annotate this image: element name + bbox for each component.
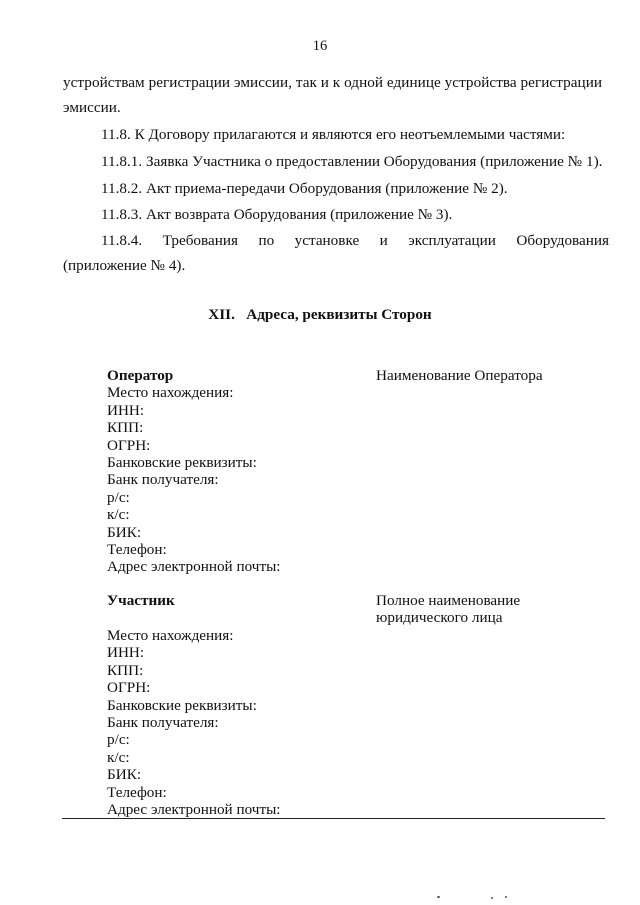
participant-fields — [107, 627, 281, 818]
requisite-field-label: Место нахождения: — [107, 384, 234, 402]
clause-11-8-3: 11.8.3. Акт возврата Оборудования (приложение № 3). — [101, 206, 453, 223]
page-number: 16 — [312, 38, 328, 54]
requisite-field-label: Телефон: — [107, 783, 167, 801]
participant-heading-block — [107, 592, 175, 609]
text-line: устройствам регистрации эмиссии, так и к одной единице устройства регистрации — [63, 74, 603, 91]
word: эксплуатации — [408, 232, 496, 249]
requisite-field-label: Банковские реквизиты: — [107, 454, 257, 472]
requisite-field-label: ОГРН: — [107, 679, 151, 697]
paragraph-line: эмиссии. — [63, 99, 121, 116]
operator-fields — [107, 384, 281, 575]
operator-requisites — [107, 367, 281, 576]
participant-name-line: юридического лица — [376, 609, 503, 627]
participant-requisites — [107, 627, 281, 818]
scan-speck — [505, 896, 507, 898]
requisite-field-label: Банковские реквизиты: — [107, 696, 257, 714]
participant-name-line: Полное наименование — [376, 592, 521, 609]
requisite-field-label: КПП: — [107, 419, 144, 437]
requisite-field-label: р/с: — [107, 731, 130, 749]
paragraph-continuation — [63, 74, 609, 92]
requisite-field-label: Телефон: — [107, 541, 167, 559]
requisite-field-label: ИНН: — [107, 401, 145, 419]
word: Оборудования — [516, 232, 609, 249]
bottom-rule — [62, 818, 605, 819]
paragraph-line — [63, 74, 609, 92]
participant-heading: Участник — [107, 592, 175, 609]
requisite-field-label: Место нахождения: — [107, 627, 234, 644]
word: и — [379, 232, 388, 249]
justified-line — [101, 232, 609, 250]
requisite-field-label: БИК: — [107, 766, 142, 784]
clause-11-8-4-continuation: (приложение № 4). — [63, 257, 186, 274]
operator-name-label: Наименование Оператора — [376, 367, 543, 384]
section-title: XII. Адреса, реквизиты Сторон — [208, 306, 432, 323]
requisite-field-label: БИК: — [107, 523, 142, 541]
clause-11-8-1: 11.8.1. Заявка Участника о предоставлении Оборудования (приложение № 1). — [101, 153, 603, 170]
word: Требования — [162, 232, 238, 249]
requisite-field-label: к/с: — [107, 506, 130, 524]
word: установке — [294, 232, 360, 249]
requisite-field-label: Адрес электронной почты: — [107, 801, 281, 819]
requisite-field-label: Банк получателя: — [107, 471, 219, 489]
requisite-field-label: Адрес электронной почты: — [107, 558, 281, 576]
clause-11-8-2: 11.8.2. Акт приема-передачи Оборудования (приложение № 2). — [101, 180, 508, 197]
requisite-field-label: ОГРН: — [107, 436, 151, 454]
word: по — [258, 232, 275, 249]
requisite-field-label: ИНН: — [107, 644, 145, 662]
clause-11-8-4 — [101, 232, 609, 250]
requisite-field-label: КПП: — [107, 661, 144, 679]
clause-11-8: 11.8. К Договору прилагаются и являются его неотъемлемыми частями: — [101, 126, 566, 143]
requisite-field-label: р/с: — [107, 488, 130, 506]
operator-heading: Оператор — [107, 367, 174, 384]
scan-speck — [491, 897, 493, 899]
participant-name-label — [376, 592, 520, 627]
scan-speck — [437, 896, 440, 898]
requisite-field-label: Банк получателя: — [107, 714, 219, 732]
requisite-field-label: к/с: — [107, 748, 130, 766]
word: 11.8.4. — [101, 232, 143, 249]
